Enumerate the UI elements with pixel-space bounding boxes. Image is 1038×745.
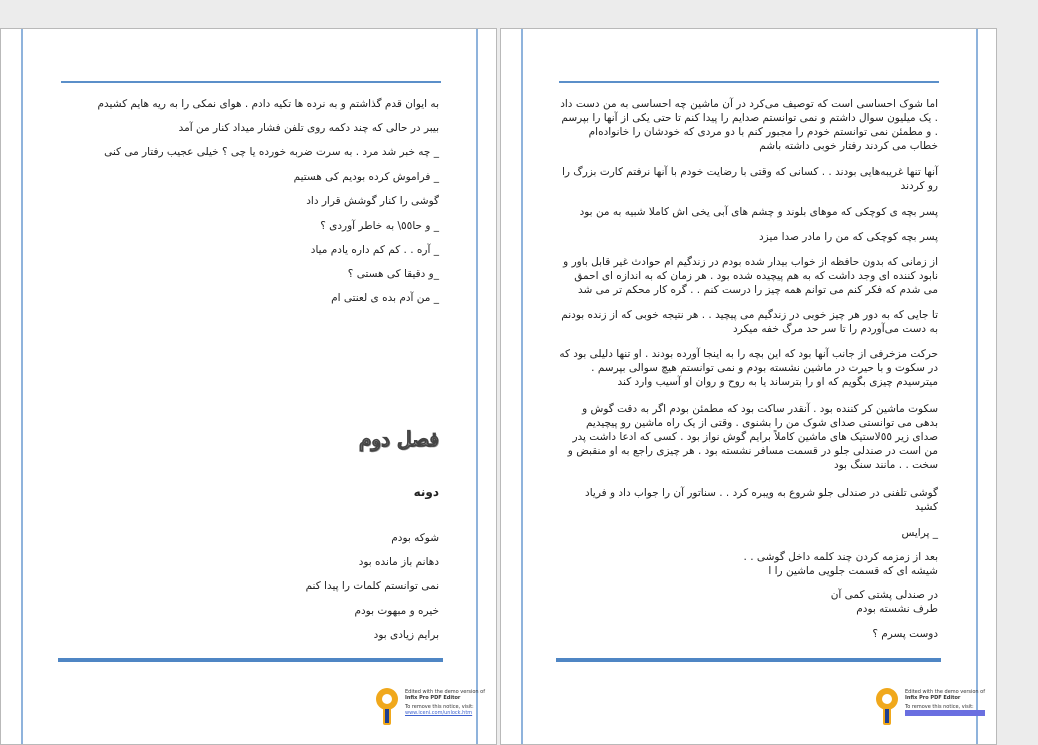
paragraph: سکوت ماشین کر کننده بود . آنقدر ساکت بود که مطمئن بودم اگر به دقت گوش و بدهی می توانستی صدای شوک من را بشنوی . وقتی از یک راه ماشین رو پیچیدیم صدای زیر ٥٥لاستیک های ماشین کاملاً برایم گوش نواز بود . کسی که ادعا داشت پدر من است در صندلی جلو در قسمت مسافر نشسته بود . هر چیزی راجع به او منقبض و سخت . . مانند سنگ بود: [567, 403, 938, 471]
paragraph: از زمانی که بدون حافظه از خواب بیدار شده بودم در زندگیم ام حوادث غیر قابل باور و نابود کننده ای وجد داشت که به هم پیچیده شده بود . هر زمان که به اندازه ای احمق می شدم که فکر کنم می توانم همه چیز را درست کنم . . گره کار محکم تر می شد: [563, 256, 938, 296]
text-line: بیبر در حالی که چند دکمه روی تلفن فشار میداد کنار من آمد: [178, 122, 439, 134]
text-line: _ چه خبر شد مرد . به سرت ضربه خورده یا چی ؟ خیلی عجیب رفتار می کنی: [104, 146, 439, 158]
infix-logo-icon: [873, 687, 901, 727]
margin-line-left: [521, 29, 523, 744]
paragraph: آنها تنها غریبه‌هایی بودند . . کسانی که وقتی با رضایت خودم با آنها نرفتم کارت بزرگ را رو کردند: [561, 166, 938, 192]
demo-notice-line: Edited with the demo version of: [905, 689, 986, 695]
margin-line-right: [976, 29, 978, 744]
paragraph: گوشی تلفنی در صندلی جلو شروع به ویبره کرد . . سناتور آن را جواب داد و فریاد کشید: [585, 487, 938, 513]
paragraph: تا جایی که به دور هر چیز خوبی در زندگیم می پیچید . . هر نتیجه خوبی که از زنده بودنم به دست می‌آوردم را تا سر حد مرگ خفه میکرد: [561, 309, 938, 335]
margin-line-left: [21, 29, 23, 744]
chapter-title: فصل دوم: [359, 427, 439, 451]
demo-notice-product: Infix Pro PDF Editor: [905, 695, 961, 701]
paragraph: دوست پسرم ؟: [872, 628, 938, 640]
paragraph: پسر بچه کوچکی که من را مادر صدا میزد: [759, 231, 938, 243]
header-rule: [61, 81, 441, 83]
paragraph: _ پرایس: [901, 527, 938, 539]
text-line: _ فراموش کرده بودیم کی هستیم: [293, 171, 439, 183]
paragraph: پسر بچه ی کوچکی که موهای بلوند و چشم های آبی یخی اش کاملا شبیه به من بود: [579, 206, 938, 218]
section-line: خیره و مبهوت بودم: [354, 605, 439, 617]
pdf-page-left: [0, 28, 497, 745]
demo-notice-line: To remove this notice, visit:: [405, 704, 474, 710]
margin-line-right: [476, 29, 478, 744]
demo-notice-line: To remove this notice, visit:: [905, 704, 974, 710]
text-line: _ و حا٥٥\ به خاطر آوردی ؟: [320, 220, 439, 232]
section-line: دهانم باز مانده بود: [358, 556, 439, 568]
demo-notice-line: Edited with the demo version of: [405, 689, 486, 695]
text-line: گوشی را کنار گوشش قرار داد: [306, 195, 439, 207]
demo-notice-link[interactable]: www.iceni.com/unlock.htm: [405, 710, 473, 716]
text-line: _ آره . . کم کم داره یادم میاد: [310, 244, 439, 256]
footer-rule: [556, 658, 941, 662]
paragraph: بعد از زمزمه کردن چند کلمه داخل گوشی . . شیشه ای که قسمت جلویی ماشین را ا: [743, 551, 938, 577]
paragraph: اما شوک احساسی است که توصیف می‌کرد در آن ماشین چه احساسی به من دست داد . یک میلیون سوال داشتم و نمی توانستم صدایم را پیدا کنم تا حتی یکی از آنها را بپرسم . و مطمئن نمی توانستم خودم را مجبور کنم با دو مردی که خودشان را خانواده‌ام خطاب می کردند رفتار خوبی داشته باشم: [560, 98, 938, 152]
section-line: برایم زیادی بود: [373, 629, 439, 641]
footer-rule: [58, 658, 443, 662]
header-rule: [559, 81, 939, 83]
text-line: به ایوان قدم گذاشتم و به نرده ها تکیه دادم . هوای نمکی را به ریه هایم کشیدم: [97, 98, 439, 110]
section-line: شوکه بودم: [391, 532, 439, 544]
infix-logo-icon: [373, 687, 401, 727]
paragraph: در صندلی پشتی کمی آن طرف نشسته بودم: [830, 589, 938, 615]
text-line: _ من آدم بده ی لعنتی ام: [331, 292, 439, 304]
demo-notice-product: Infix Pro PDF Editor: [405, 695, 461, 701]
text-line: _و دقیقا کی هستی ؟: [347, 268, 439, 280]
pdf-page-right: [500, 28, 997, 745]
demo-notice-link[interactable]: www.iceni.com/unlock.htm: [905, 710, 985, 716]
paragraph: حرکت مزخرفی از جانب آنها بود که این بچه را به اینجا آورده بودند . او تنها دلیلی بود که در سکوت و با حیرت در ماشین نشسته بودم و نمی توانستم هیچ سوالی بپرسم . میترسیدم چیزی بگویم که او را بترساند یا به روح و روان او آسیب وارد کند: [559, 348, 938, 388]
section-title: دونه: [413, 485, 439, 499]
section-line: نمی توانستم کلمات را پیدا کنم: [305, 580, 439, 592]
demo-notice: [905, 689, 985, 716]
demo-notice: [405, 689, 485, 716]
